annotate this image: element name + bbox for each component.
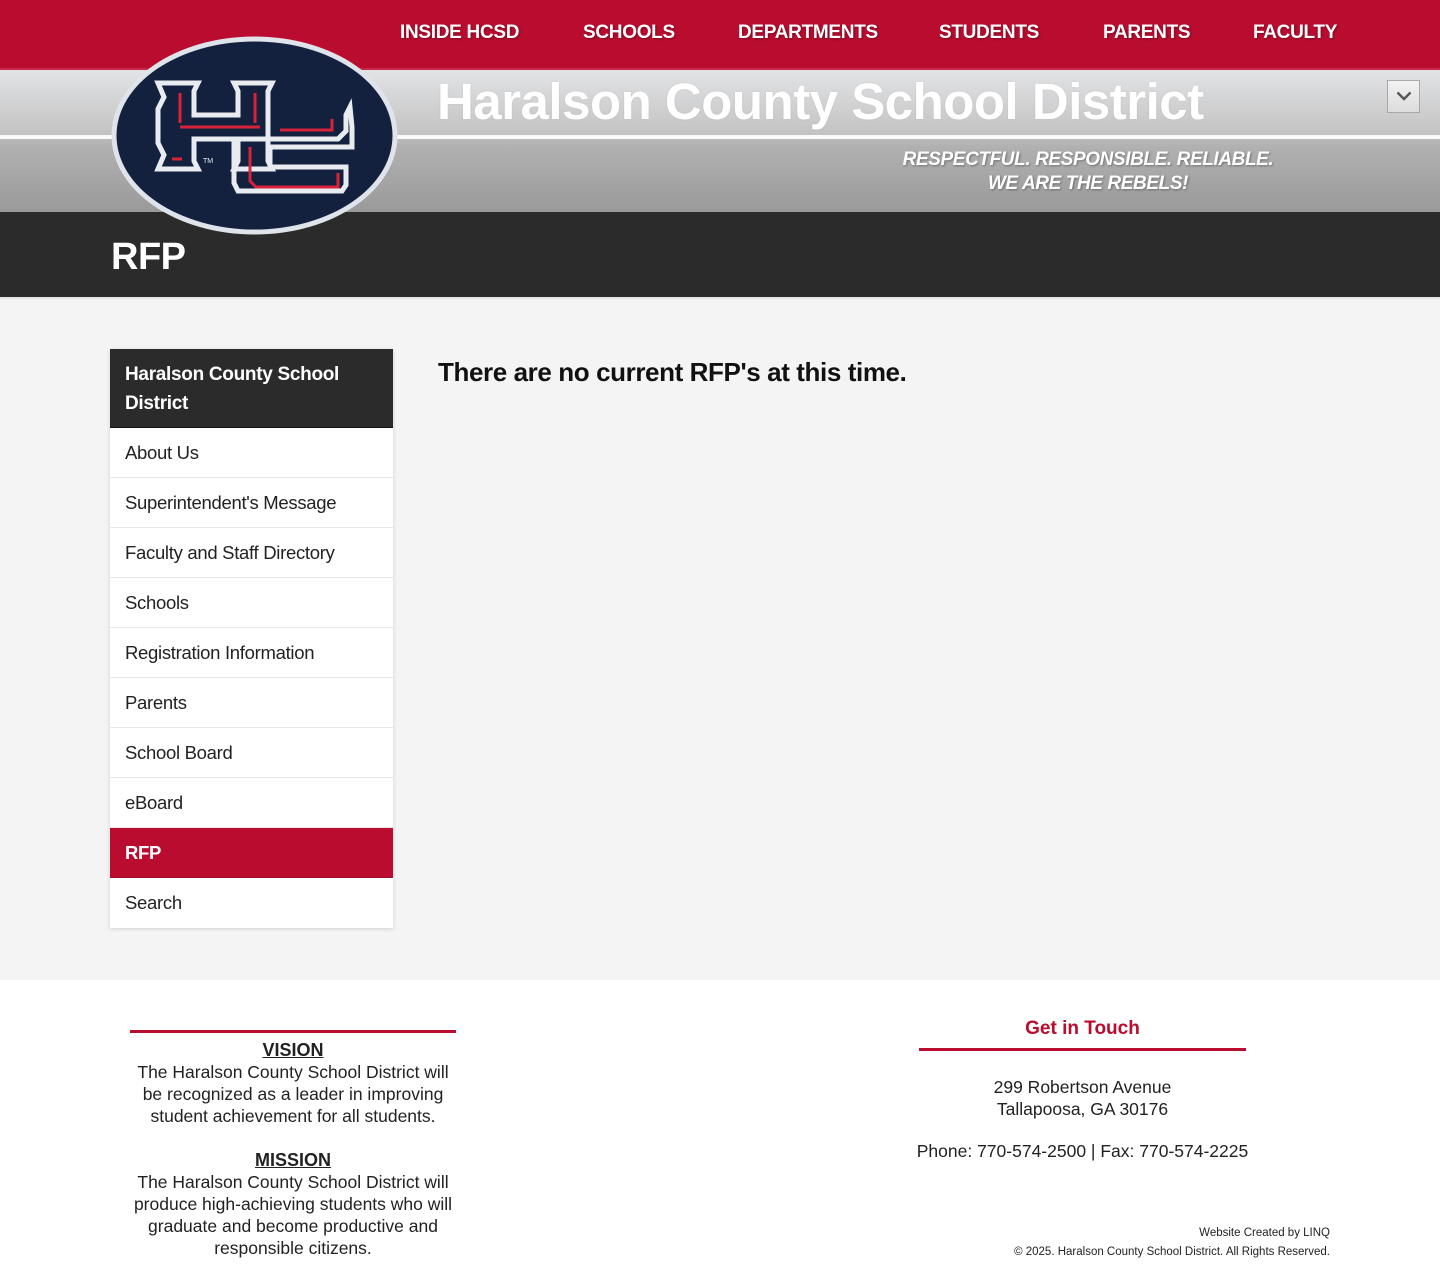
site-footer [0,980,1440,1271]
sidebar-item-school-board[interactable]: School Board [110,728,393,778]
sidebar-item-rfp[interactable]: RFP [110,828,393,878]
phone-label: Phone: [916,1141,978,1161]
fax-number: 770-574-2225 [1139,1141,1249,1161]
phone-fax-line [910,1140,1255,1162]
main-content-area [0,299,1440,980]
phone-link[interactable]: 770-574-2500 [977,1141,1087,1161]
copyright: © 2025. Haralson County School District. All Rights Reserved. [1014,1246,1330,1258]
footer-credits [1014,1224,1330,1262]
chevron-down-icon [1396,91,1412,101]
sidebar-item-faculty-staff-directory[interactable]: Faculty and Staff Directory [110,528,393,578]
address-line-2: Tallapoosa, GA 30176 [996,1099,1169,1119]
vision-divider [130,1030,456,1033]
linq-credit-link[interactable]: Website Created by LINQ [1199,1227,1330,1239]
motto-line-1: RESPECTFUL. RESPONSIBLE. RELIABLE. [902,149,1274,170]
page-title: RFP [111,236,186,278]
nav-students[interactable]: STUDENTS [939,22,1039,43]
vision-text: The Haralson County School District will be recognized as a leader in improving student achievement for all students. [137,1062,449,1126]
contact-divider [919,1048,1246,1051]
sidebar-item-superintendents-message[interactable]: Superintendent's Message [110,478,393,528]
section-sidebar-nav [110,349,393,928]
nav-parents[interactable]: PARENTS [1103,22,1191,43]
contact-block [910,1018,1255,1162]
sidebar-item-search[interactable]: Search [125,892,182,913]
site-title[interactable]: Haralson County School District [437,73,1204,130]
svg-text:TM: TM [203,158,214,165]
district-logo[interactable] [110,35,399,236]
contact-heading: Get in Touch [1025,1018,1140,1039]
site-motto [880,148,1296,196]
nav-faculty[interactable]: FACULTY [1253,22,1338,43]
sidebar-item-eboard[interactable]: eBoard [110,778,393,828]
vision-heading: VISION [262,1040,324,1060]
sidebar-heading[interactable]: Haralson County School District [110,349,393,428]
no-rfp-message: There are no current RFP's at this time. [438,357,907,387]
hc-logo-icon [110,35,399,236]
mission-text: The Haralson County School District will produce high-achieving students who will graduate and become productive and responsible citizens. [133,1172,453,1258]
address-line-1: 299 Robertson Avenue [993,1077,1172,1097]
nav-schools[interactable]: SCHOOLS [583,22,675,43]
fax-label: Fax: [1100,1141,1140,1161]
menu-toggle-button[interactable] [1387,80,1420,113]
sidebar-item-about-us[interactable]: About Us [110,428,393,478]
separator: | [1086,1141,1101,1161]
sidebar-item-registration-information[interactable]: Registration Information [110,628,393,678]
nav-departments[interactable]: DEPARTMENTS [738,22,878,43]
vision-mission-block [130,1030,456,1259]
motto-line-2: WE ARE THE REBELS! [987,173,1189,194]
mission-heading: MISSION [254,1150,331,1170]
nav-inside-hcsd[interactable]: INSIDE HCSD [400,22,520,43]
address [910,1076,1255,1120]
sidebar-item-parents[interactable]: Parents [110,678,393,728]
sidebar-item-schools[interactable]: Schools [110,578,393,628]
